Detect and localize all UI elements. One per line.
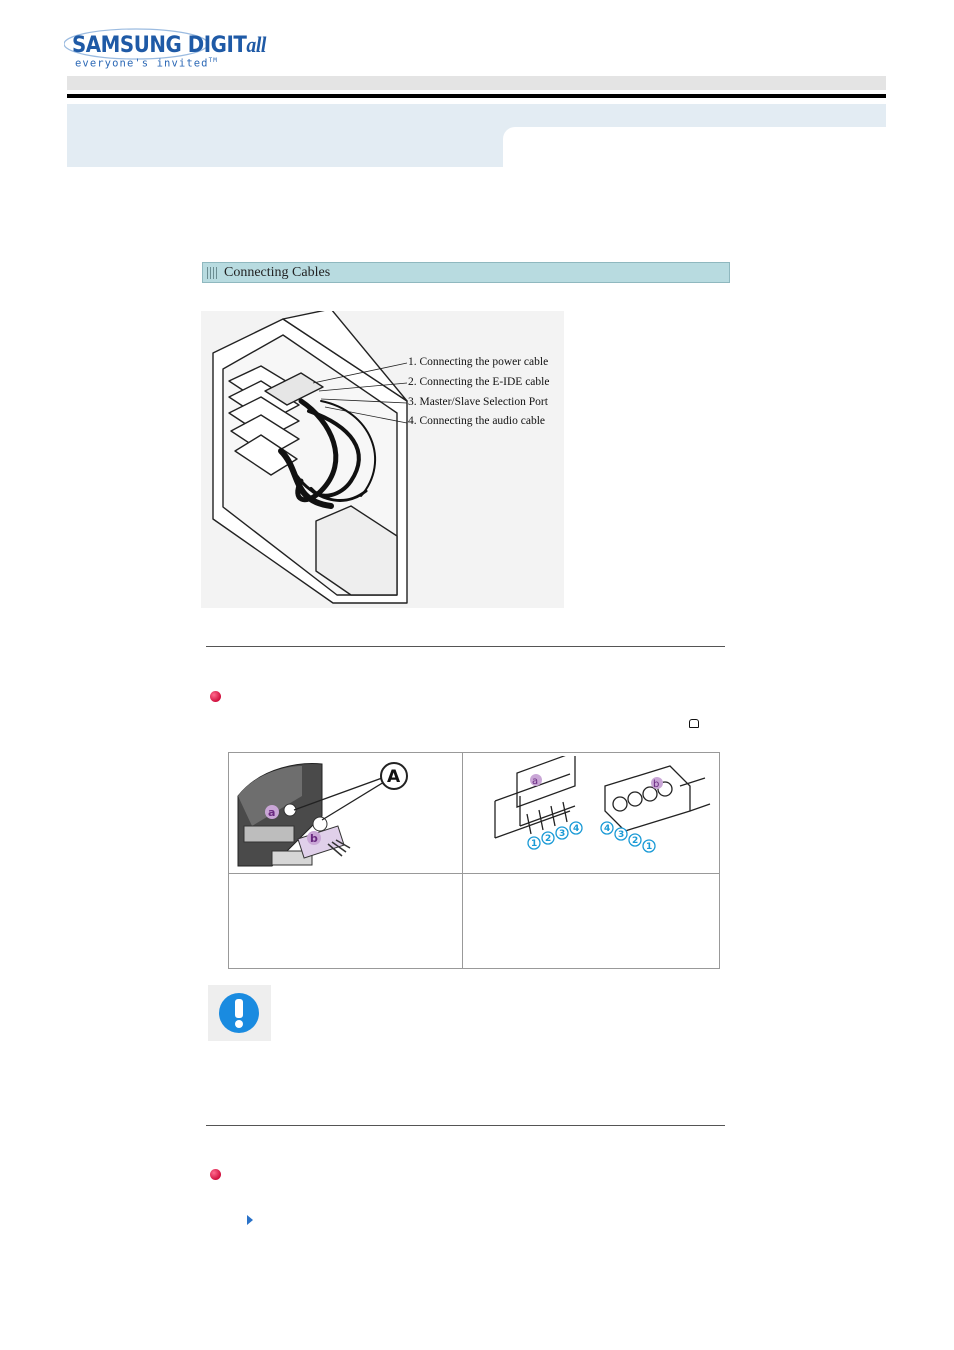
header-divider (67, 94, 886, 98)
section-stripes-icon (207, 267, 217, 279)
pin-b-1: 1 (646, 842, 653, 852)
section-header-bar (202, 262, 730, 283)
pin-a-1: 1 (531, 839, 538, 849)
trademark-mark: TM (208, 57, 219, 64)
section-rule-2 (206, 1125, 725, 1126)
drive-icon (689, 719, 699, 728)
brand-logo: SAMSUNG DIGITall (72, 32, 266, 58)
bullet-dot-icon (210, 691, 221, 702)
section-rule-1 (206, 646, 725, 647)
pin-b-3: 3 (618, 830, 625, 840)
label-b: b (310, 832, 318, 845)
callout-master-slave-port: 3. Master/Slave Selection Port (408, 396, 548, 408)
arrow-right-icon (247, 1215, 253, 1225)
pin-b-4: 4 (604, 824, 611, 834)
title-band-notch (503, 127, 886, 167)
label-a: a (268, 806, 276, 819)
warning-exclamation-icon (208, 985, 271, 1041)
connector-pinout-diagram (465, 756, 717, 871)
section-title: Connecting Cables (224, 265, 331, 280)
table-divider-vertical (462, 753, 463, 968)
callout-power-cable: 1. Connecting the power cable (408, 356, 549, 368)
connector-photo (232, 756, 460, 871)
pinout-label-b: b (653, 779, 660, 790)
pin-a-3: 3 (559, 829, 566, 839)
pc-case-figure (201, 311, 564, 608)
pinout-label-a: a (532, 776, 539, 787)
callout-a-label: A (387, 767, 401, 787)
table-divider-horizontal (229, 873, 719, 874)
pin-b-2: 2 (632, 836, 639, 846)
power-connector-table (228, 752, 720, 969)
callout-audio-cable: 4. Connecting the audio cable (408, 415, 546, 427)
warning-box (208, 985, 271, 1041)
pin-a-4: 4 (573, 824, 580, 834)
callout-eide-cable: 2. Connecting the E-IDE cable (408, 376, 550, 388)
pin-a-2: 2 (545, 834, 552, 844)
brand-tagline: everyone's invited™ (75, 57, 219, 70)
header-grey-band (67, 76, 886, 90)
bullet-dot-icon (210, 1169, 221, 1180)
